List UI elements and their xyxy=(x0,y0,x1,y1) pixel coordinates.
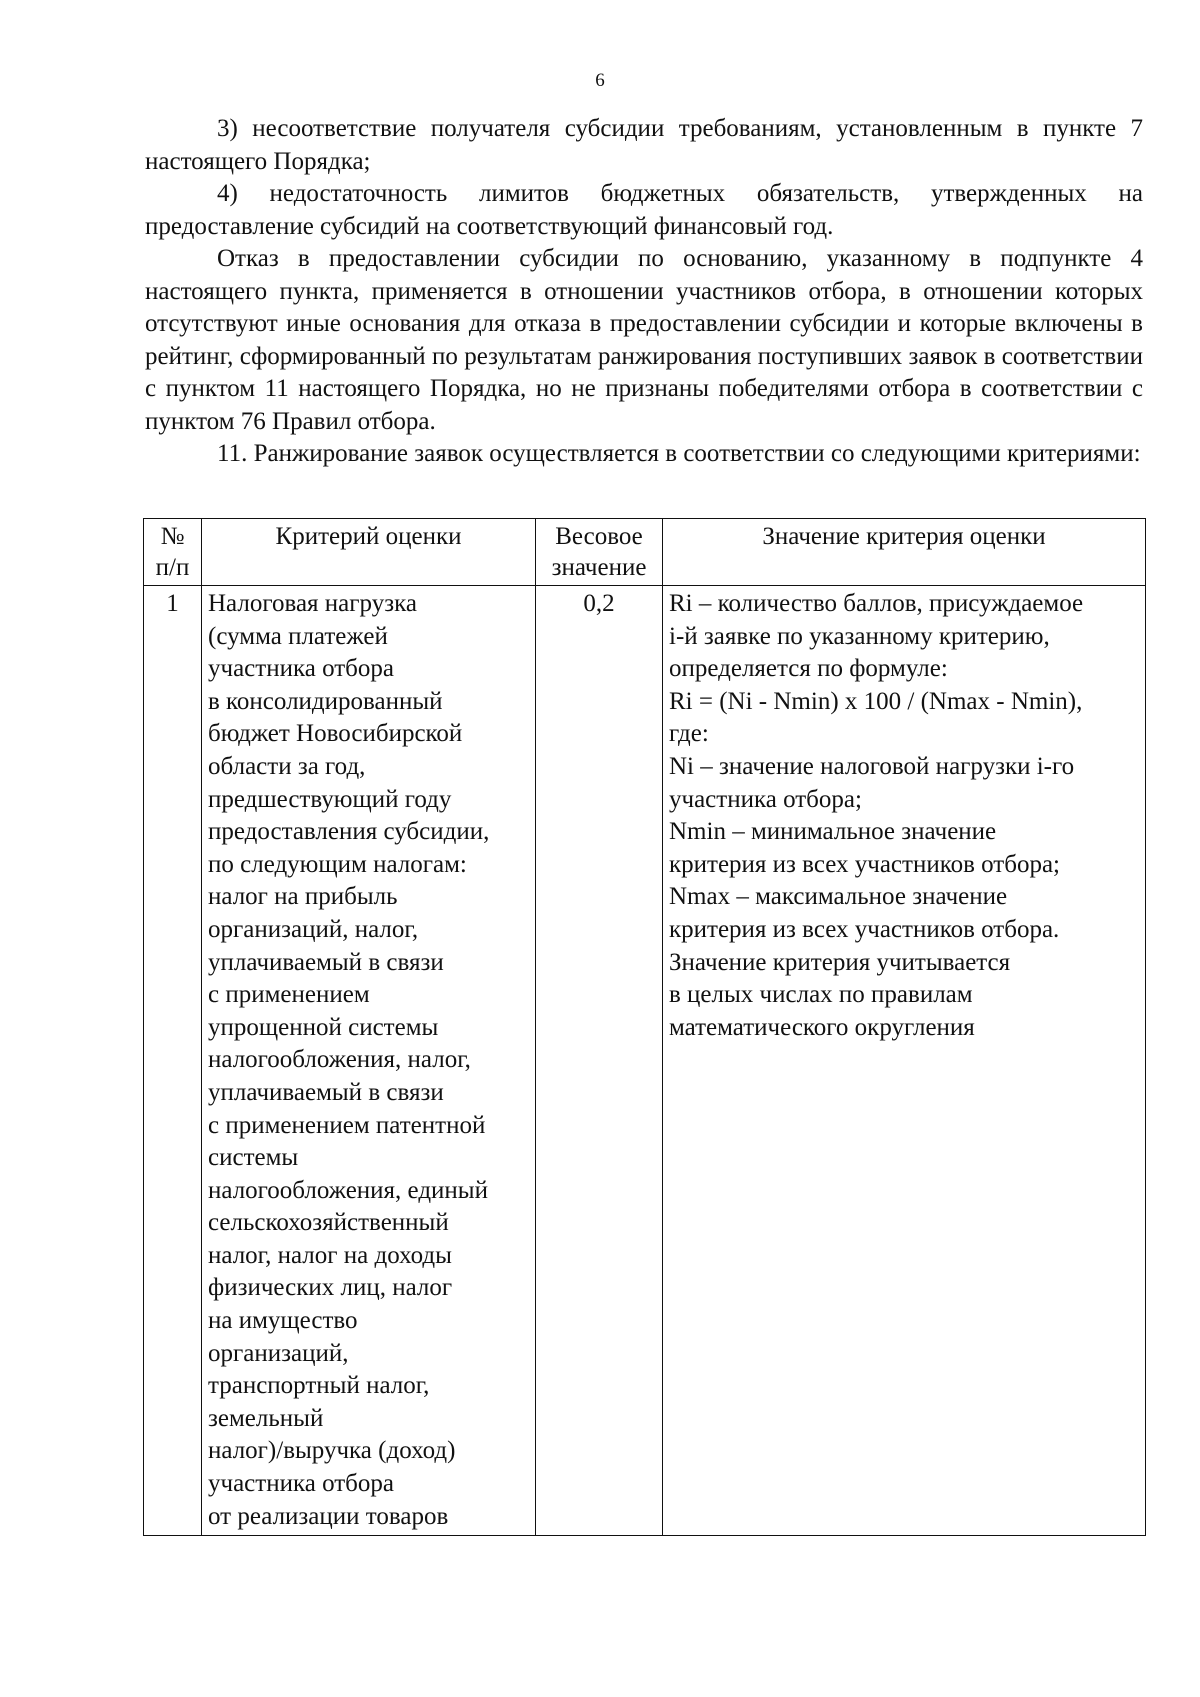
header-num xyxy=(144,519,202,586)
cell-text-line: с применением патентной xyxy=(208,1111,486,1139)
cell-text-line: налогообложения, единый xyxy=(208,1176,488,1204)
header-weight xyxy=(536,519,663,586)
cell-text-line: определяется по формуле: xyxy=(669,655,948,683)
cell-text-line: Nmax – максимальное значение xyxy=(669,883,1008,911)
header-num-line: п/п xyxy=(155,554,190,581)
cell-text-line: участника отбора; xyxy=(669,785,862,813)
header-weight-line: значение xyxy=(551,554,647,581)
cell-text-line: Ni – значение налоговой нагрузки i-го xyxy=(669,752,1075,780)
cell-text-line: области за год, xyxy=(208,752,366,780)
cell-text-line: предшествующий году xyxy=(208,785,452,813)
cell-text-line: где: xyxy=(669,720,709,748)
cell-text-line: Nmin – минимальное значение xyxy=(669,818,997,846)
cell-text-line: в консолидированный xyxy=(208,687,443,715)
header-weight-line: Весовое xyxy=(555,523,643,550)
header-criterion: Критерий оценки xyxy=(202,519,536,586)
cell-text-line: от реализации товаров xyxy=(208,1502,449,1530)
cell-text-line: участника отбора xyxy=(208,1470,394,1498)
table-header-row xyxy=(144,519,1146,586)
cell-text-line: системы xyxy=(208,1144,299,1172)
cell-text-line: физических лиц, налог xyxy=(208,1274,453,1302)
cell-text-line: по следующим налогам: xyxy=(208,850,467,878)
cell-text-line: транспортный налог, xyxy=(208,1372,430,1400)
paragraph-refusal: Отказ в предоставлении субсидии по основанию, указанному в подпункте 4 настоящего пункта, применяется в отношении участников отбора, в отношении которых отсутствуют иные основания для отказа в предоставлении субсидии и которые включены в рейтинг, сформированный по результатам ранжирования поступивших заявок в соответствии с пунктом 11 настоящего Порядка, но не признаны победителями отбора в соответствии с пунктом 76 Правил отбора. xyxy=(145,245,1143,435)
header-value: Значение критерия оценки xyxy=(663,519,1146,586)
cell-text-line: с применением xyxy=(208,981,370,1009)
cell-text-line: налог, налог на доходы xyxy=(208,1241,452,1269)
cell-text-line: i-й заявке по указанному критерию, xyxy=(669,622,1050,650)
paragraph-item-3: 3) несоответствие получателя субсидии требованиям, установленным в пункте 7 настоящего Порядка; xyxy=(145,115,1143,175)
cell-text-line: уплачиваемый в связи xyxy=(208,948,444,976)
cell-weight: 0,2 xyxy=(536,586,663,1536)
cell-text-line: земельный xyxy=(208,1404,324,1432)
cell-text-line: в целых числах по правилам xyxy=(669,981,973,1009)
cell-text-line: участника отбора xyxy=(208,655,394,683)
cell-text-line: сельскохозяйственный xyxy=(208,1209,449,1237)
cell-text-line: упрощенной системы xyxy=(208,1013,439,1041)
criteria-table xyxy=(143,518,1146,1536)
cell-text-line: Значение критерия учитывается xyxy=(669,948,1011,976)
cell-num: 1 xyxy=(144,586,202,1536)
cell-text-line: бюджет Новосибирской xyxy=(208,720,463,748)
cell-text-line: критерия из всех участников отбора; xyxy=(669,850,1060,878)
paragraph-item-4: 4) недостаточность лимитов бюджетных обязательств, утвержденных на предоставление субсидий на соответствующий финансовый год. xyxy=(145,180,1143,240)
body-text xyxy=(145,113,1143,471)
cell-text-line: налог)/выручка (доход) xyxy=(208,1437,456,1465)
cell-text-line: организаций, налог, xyxy=(208,915,419,943)
cell-value xyxy=(663,586,1146,1536)
cell-text-line: (сумма платежей xyxy=(208,622,388,650)
table-row xyxy=(144,586,1146,1536)
cell-text-line: налогообложения, налог, xyxy=(208,1046,471,1074)
cell-criterion xyxy=(202,586,536,1536)
cell-text-line: математического округления xyxy=(669,1013,975,1041)
cell-text-line: уплачиваемый в связи xyxy=(208,1078,444,1106)
cell-text-line: Налоговая нагрузка xyxy=(208,590,417,617)
page-number: 6 xyxy=(595,70,605,91)
cell-text-line: Ri = (Ni - Nmin) x 100 / (Nmax - Nmin), xyxy=(669,687,1083,715)
cell-text-line: налог на прибыль xyxy=(208,883,398,911)
cell-text-line: предоставления субсидии, xyxy=(208,818,490,846)
header-num-line: № xyxy=(160,523,185,550)
cell-text-line: организаций, xyxy=(208,1339,349,1367)
cell-text-line: критерия из всех участников отбора. xyxy=(669,915,1060,943)
cell-text-line: Ri – количество баллов, присуждаемое xyxy=(669,590,1084,617)
cell-text-line: на имущество xyxy=(208,1307,358,1335)
criteria-table-wrapper xyxy=(143,518,1145,1536)
paragraph-ranking: 11. Ранжирование заявок осуществляется в соответствии со следующими критериями: xyxy=(217,440,1141,467)
